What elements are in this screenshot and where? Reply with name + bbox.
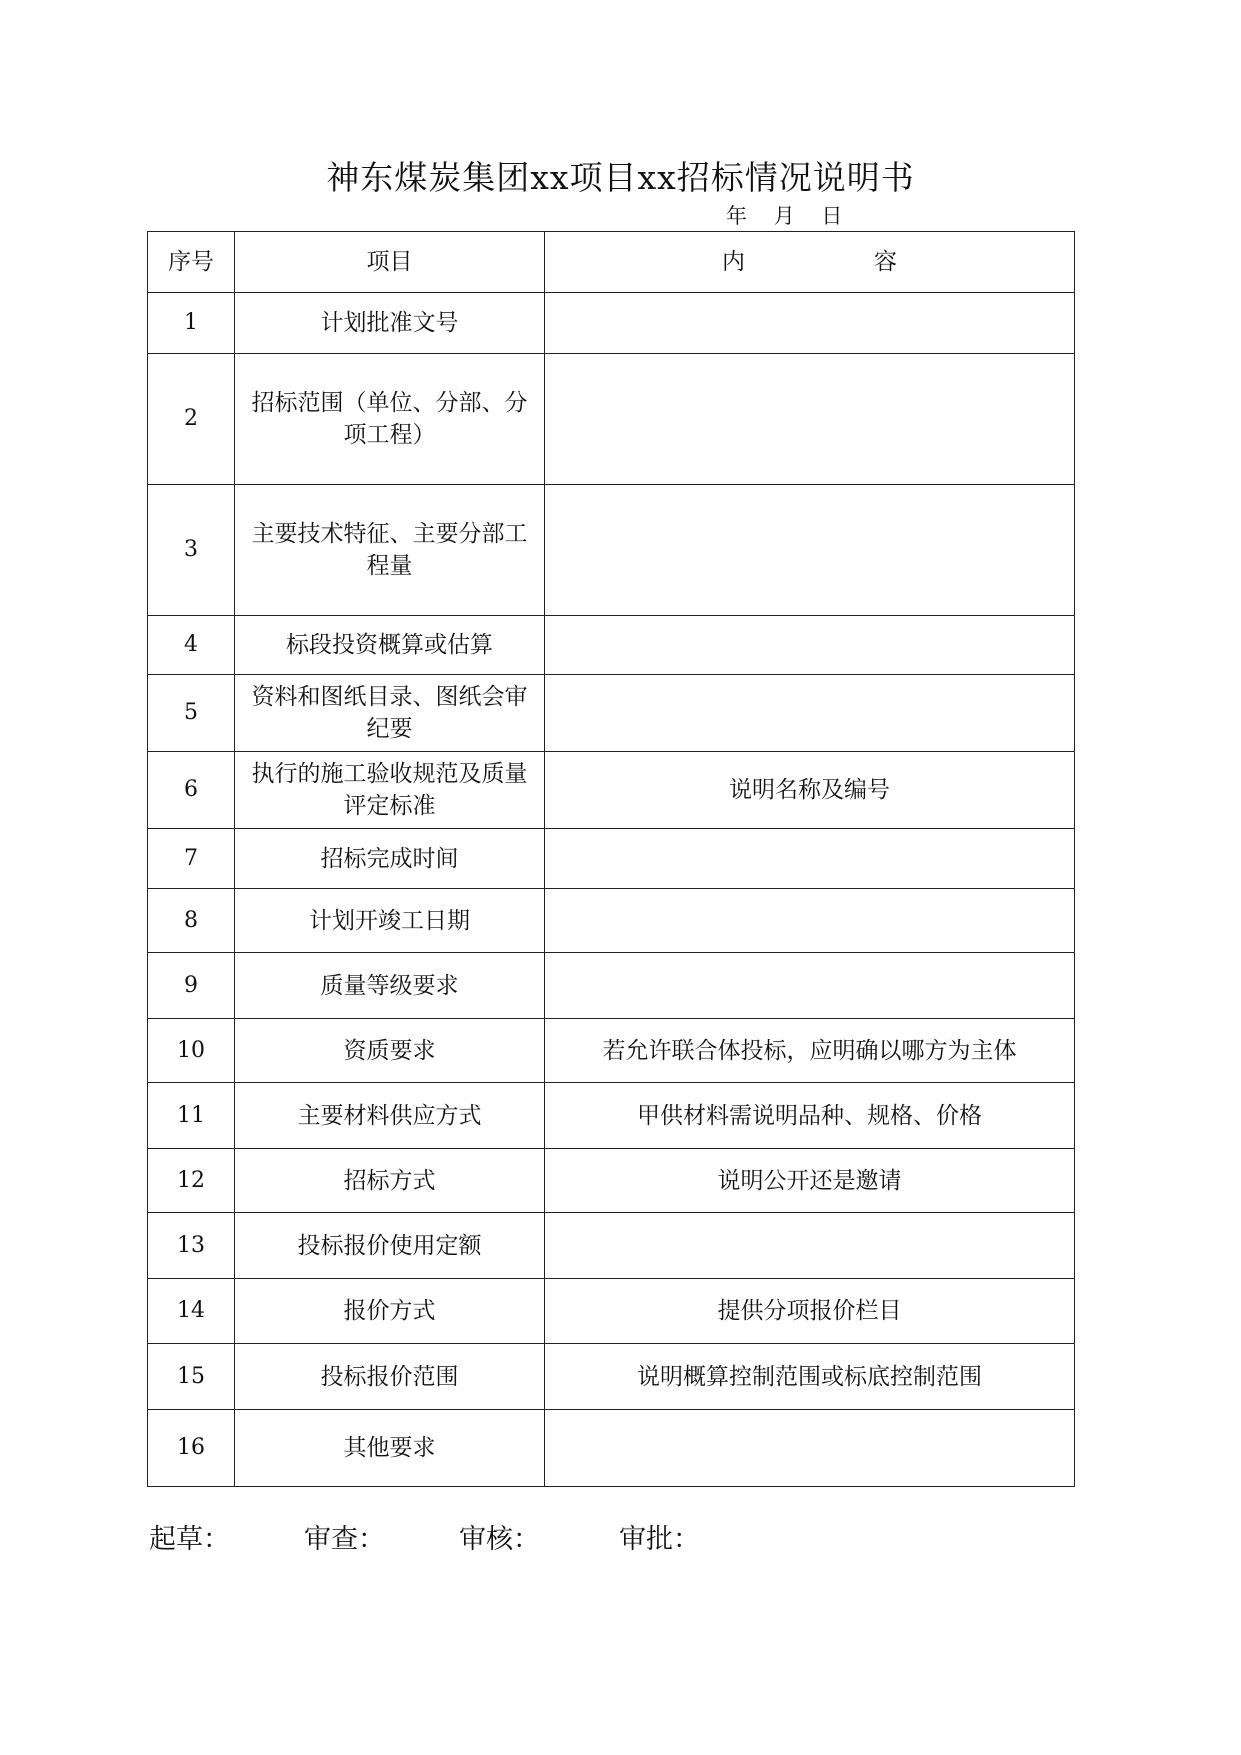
draft-label: 起草： <box>149 1524 230 1555</box>
header-index: 序号 <box>148 232 235 293</box>
row-index: 16 <box>148 1410 235 1487</box>
row-index: 10 <box>148 1019 235 1083</box>
row-item: 其他要求 <box>235 1410 545 1487</box>
row-index: 4 <box>148 616 235 675</box>
signature-footer <box>149 1520 1099 1560</box>
row-item: 质量等级要求 <box>235 953 545 1019</box>
row-content[interactable] <box>545 889 1075 953</box>
table-row <box>148 829 1075 889</box>
table-row <box>148 675 1075 752</box>
row-item: 招标方式 <box>235 1149 545 1213</box>
row-content[interactable] <box>545 1410 1075 1487</box>
audit-label: 审核： <box>459 1524 540 1555</box>
row-item: 标段投资概算或估算 <box>235 616 545 675</box>
table-row <box>148 1213 1075 1279</box>
date-line: 年 月 日 <box>726 204 843 228</box>
row-index: 1 <box>148 293 235 354</box>
table-row <box>148 953 1075 1019</box>
row-index: 15 <box>148 1344 235 1410</box>
table-row <box>148 1279 1075 1344</box>
row-content[interactable] <box>545 354 1075 485</box>
row-content[interactable] <box>545 1213 1075 1279</box>
row-item: 执行的施工验收规范及质量评定标准 <box>235 752 545 829</box>
table-row <box>148 1149 1075 1213</box>
header-content-right: 容 <box>874 249 897 275</box>
table-row <box>148 485 1075 616</box>
table-row <box>148 1083 1075 1149</box>
row-index: 14 <box>148 1279 235 1344</box>
row-index: 3 <box>148 485 235 616</box>
row-item: 招标范围（单位、分部、分项工程） <box>235 354 545 485</box>
table-row <box>148 354 1075 485</box>
row-index: 2 <box>148 354 235 485</box>
row-index: 13 <box>148 1213 235 1279</box>
row-index: 11 <box>148 1083 235 1149</box>
row-index: 12 <box>148 1149 235 1213</box>
row-content[interactable]: 甲供材料需说明品种、规格、价格 <box>545 1083 1075 1149</box>
row-content[interactable]: 说明公开还是邀请 <box>545 1149 1075 1213</box>
row-item: 计划开竣工日期 <box>235 889 545 953</box>
row-content[interactable] <box>545 953 1075 1019</box>
row-content[interactable]: 说明名称及编号 <box>545 752 1075 829</box>
row-content[interactable] <box>545 485 1075 616</box>
row-item: 计划批准文号 <box>235 293 545 354</box>
header-item: 项目 <box>235 232 545 293</box>
row-item: 主要技术特征、主要分部工程量 <box>235 485 545 616</box>
table-row <box>148 1410 1075 1487</box>
review-label: 审查： <box>304 1524 385 1555</box>
row-content[interactable] <box>545 829 1075 889</box>
table-row <box>148 1344 1075 1410</box>
row-item: 报价方式 <box>235 1279 545 1344</box>
row-content[interactable] <box>545 293 1075 354</box>
document-title: 神东煤炭集团xx项目xx招标情况说明书 <box>326 158 915 197</box>
row-content[interactable]: 说明概算控制范围或标底控制范围 <box>545 1344 1075 1410</box>
row-index: 5 <box>148 675 235 752</box>
row-item: 招标完成时间 <box>235 829 545 889</box>
row-index: 8 <box>148 889 235 953</box>
table-row <box>148 293 1075 354</box>
row-index: 9 <box>148 953 235 1019</box>
header-row <box>148 232 1075 293</box>
row-content[interactable]: 提供分项报价栏目 <box>545 1279 1075 1344</box>
table-row <box>148 1019 1075 1083</box>
approve-label: 审批： <box>619 1524 700 1555</box>
row-item: 投标报价范围 <box>235 1344 545 1410</box>
bid-info-table <box>147 231 1075 1487</box>
header-content <box>545 232 1075 293</box>
row-item: 投标报价使用定额 <box>235 1213 545 1279</box>
table-row <box>148 616 1075 675</box>
header-content-left: 内 <box>722 249 745 275</box>
row-content[interactable] <box>545 616 1075 675</box>
row-item: 主要材料供应方式 <box>235 1083 545 1149</box>
row-content[interactable] <box>545 675 1075 752</box>
row-item: 资质要求 <box>235 1019 545 1083</box>
row-item: 资料和图纸目录、图纸会审纪要 <box>235 675 545 752</box>
row-content[interactable]: 若允许联合体投标，应明确以哪方为主体 <box>545 1019 1075 1083</box>
row-index: 7 <box>148 829 235 889</box>
table-row <box>148 752 1075 829</box>
table-row <box>148 889 1075 953</box>
row-index: 6 <box>148 752 235 829</box>
